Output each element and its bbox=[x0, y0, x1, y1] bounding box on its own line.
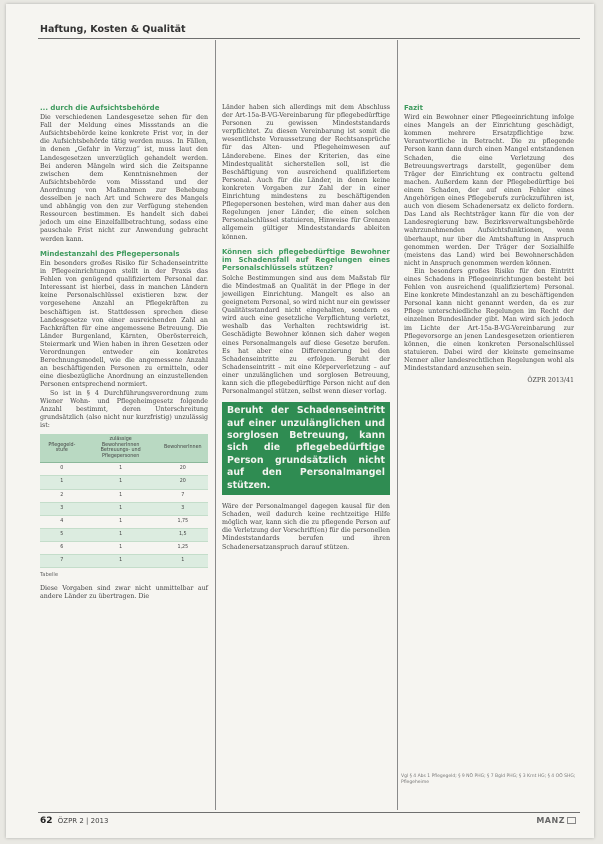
table-cell: 0 bbox=[40, 463, 84, 476]
publisher-name: MANZ bbox=[536, 816, 565, 825]
table-cell: 1,25 bbox=[158, 541, 208, 554]
paragraph: Ein besonders großes Risiko für den Eintritt eines Schadens in Pflegeeinrichtungen besteht bei Fehlen von ausreichend (qualifiziertem) Personal. Eine konkrete Mindestanzahl an zu beschäftigenden Personal kann nicht genannt werden, da es zur Pflege unterschiedliche Regelungen im Recht der einzelnen Bundesländer gibt. Man wird sich jedoch im Lichte der Art-15a-B-VG-Vereinbarung zur Pflegevorsorge an jenen Landesgesetzen orientieren können, die einen konkreten Personalschlüssel statuieren. Dabei wird der kleinste gemeinsame Nenner aller landesrechtlichen Regelungen wohl als Mindeststandard anzusehen sein. bbox=[404, 267, 574, 372]
table-row bbox=[40, 515, 208, 528]
column-divider bbox=[215, 40, 216, 810]
header-rule bbox=[38, 38, 580, 39]
paragraph: Ein besonders großes Risiko für Schadenseintritte in Pflegeeinrichtungen stellt in der Praxis das Fehlen von genügend qualifiziertem Personal dar. Interessant ist hierbei, dass in manchen Ländern keine Personalschlüssel existieren bzw. der vorgesehene Anzahl an Pflegekräften zu beschäftigen ist. Stattdessen sprechen diese Landesgesetze von einer ausreichenden Zahl an Fachkräften für eine angemessene Betreuung. Die Länder Burgenland, Kärnten, Oberösterreich, Steiermark und Wien haben in ihren Gesetzen oder Verordnungen entweder ein konkretes Berechnungsmodell, wie die angemessene Anzahl an beschäftigenden Personen zu ermitteln, oder eine diesbezügliche Anordnung an einzustellenden Personen entsprechend normiert. bbox=[40, 260, 208, 389]
table-header-cell: BewohnerInnen bbox=[158, 434, 208, 463]
page-number: 62 bbox=[40, 816, 53, 826]
column-left bbox=[40, 104, 208, 601]
paragraph: Wird ein Bewohner einer Pflegeeinrichtung infolge eines Mangels an der Einrichtung geschädigt, kommen mehrere Ersatzpflichtige bzw. Verantwortliche in Betracht. Die zu pflegende Person kann dann durch einen Mangel entstandenen Schaden, die eine Verletzung des Betreuungsvertrags darstellt, gegenüber dem Träger der Einrichtung ex contractu geltend machen. Außerdem kann der Pflegebedürftige bei einem Schaden, der auf einen Fehler eines Angehörigen eines Pflegeberufs zurückzuführen ist, auch von diesem Schadenersatz ex delicto fordern. Das Land als Rechtsträger kann für die von der Landesregierung bzw. Bezirksverwaltungsbehörde wahrzunehmenden Aufsichtsfunktionen, wenn überhaupt, nur über die Amtshaftung in Anspruch genommen werden. Der Träger der Sozialhilfe (meistens das Land) wird bei Bewohnerschäden nicht in Anspruch genommen werden können. bbox=[404, 114, 574, 267]
article-reference: ÖZPR 2013/41 bbox=[527, 377, 574, 385]
table-caption: Tabelle bbox=[40, 572, 59, 579]
paragraph: Die verschiedenen Landesgesetze sehen für den Fall der Meldung eines Missstands an die Aufsichtsbehörde keine konkrete Frist vor, in der die Aufsichtsbehörde tätig werden muss. In Fällen, in denen „Gefahr in Verzug“ ist, muss laut den Landesgesetzen unverzüglich gehandelt werden. Bei anderen Mängeln wird sich die Zeitspanne zwischen dem Kenntnisnehmen der Aufsichtsbehörde vom Missstand und der Anordnung von Maßnahmen zur Behebung desselben je nach Art und Schwere des Mangels und abhängig von den zur Verfügung stehenden Ressourcen bestimmen. Es handelt sich dabei jedoch um eine Einzelfallbetrachtung, sodass eine pauschale Frist nicht zur Anwendung gebracht werden kann. bbox=[40, 114, 208, 243]
table-cell: 1,5 bbox=[158, 528, 208, 541]
table-cell: 3 bbox=[158, 502, 208, 515]
table-header-cell: Pflegegeld- stufe bbox=[40, 434, 84, 463]
table-cell: 1 bbox=[84, 463, 158, 476]
table-cell: 1 bbox=[40, 476, 84, 489]
table-cell: 1,75 bbox=[158, 515, 208, 528]
table-cell: 1 bbox=[84, 489, 158, 502]
table-cell: 1 bbox=[84, 476, 158, 489]
column-right bbox=[404, 104, 574, 385]
table-cell: 3 bbox=[40, 502, 84, 515]
paragraph: So ist in § 4 Durchführungsverordnung zum Wiener Wohn- und Pflegeheimgesetz folgende Anzahl bestimmt, deren Unterschreitung grundsätzlich (also nicht nur kurzfristig) unzulässig ist: bbox=[40, 389, 208, 429]
table-cell: 7 bbox=[40, 555, 84, 568]
page-footer bbox=[40, 816, 108, 826]
publisher-logo bbox=[536, 816, 576, 825]
section-heading: Können sich pflegebedürftige Bewohner im Schadensfall auf Regelungen eines Personalschlüssels stützen? bbox=[222, 247, 390, 273]
table-cell: 20 bbox=[158, 476, 208, 489]
table-row bbox=[40, 476, 208, 489]
paragraph: Länder haben sich allerdings mit dem Abschluss der Art-15a-B-VG-Vereinbarung für pflegebedürftige Personen zu gewissen Mindeststandards verpflichtet. Zu diesen Vereinbarung ist somit die wesentlichste Voraussetzung der Rechtsansprüche für das Alten- und Pflegeheimwesen auf Länderebene. Eines der Kriterien, das eine Mindestqualität sicherstellen soll, ist die Beschäftigung von ausreichend qualifiziertem Personal. Auch für die Länder, in denen keine konkreten Vorgaben zur Zahl der in einer Einrichtung mindestens zu beschäftigenden Pflegepersonen bestehen, wird man daher aus den Regelungen jener Länder, die einen solchen Personalschlüssel statuieren, Hinweise für Grenzen allgemein gültiger Mindeststandards ableiten können. bbox=[222, 104, 390, 241]
table-cell: 1 bbox=[84, 515, 158, 528]
section-lead: ... durch die Aufsichtsbehörde bbox=[40, 104, 160, 112]
table-cell: 2 bbox=[40, 489, 84, 502]
paragraph: Wäre der Personalmangel dagegen kausal für den Schaden, weil dadurch keine rechtzeitige Hilfe möglich war, kann sich die zu pflegende Person auf die Verletzung der Vorschrift(en) für die personellen Mindeststandards berufen und ihren Schadenersatzanspruch darauf stützen. bbox=[222, 503, 390, 551]
table-header-row bbox=[40, 434, 208, 463]
table-row bbox=[40, 541, 208, 554]
footer-rule bbox=[38, 812, 580, 813]
table-row bbox=[40, 463, 208, 476]
table-row bbox=[40, 502, 208, 515]
table-cell: 1 bbox=[84, 502, 158, 515]
table-row bbox=[40, 555, 208, 568]
paragraph: Diese Vorgaben sind zwar nicht unmittelbar auf andere Länder zu übertragen. Die bbox=[40, 585, 208, 601]
table-cell: 1 bbox=[84, 528, 158, 541]
column-divider bbox=[397, 40, 398, 810]
table-cell: 7 bbox=[158, 489, 208, 502]
table-header-cell: zulässige BewohnerInnen Betreuungs- und Pflegepersonen bbox=[84, 434, 158, 463]
table-cell: 20 bbox=[158, 463, 208, 476]
table-row bbox=[40, 528, 208, 541]
page-header-title: Haftung, Kosten & Qualität bbox=[40, 24, 186, 35]
footnotes: Vgl § 4 Abs 1 Pflegegeld; § 9 NÖ PHG; § 7 Bgld PHG; § 3 Krnt HG; § 4 OÖ SHG; Pflegeheime bbox=[401, 774, 576, 785]
document-page bbox=[6, 4, 594, 838]
table-cell: 1 bbox=[84, 555, 158, 568]
publisher-mark-icon bbox=[567, 817, 576, 824]
pull-quote: Beruht der Schadenseintritt auf einer unzulänglichen und sorglosen Betreuung, kann sich die pflegebedürftige Person grundsätzlich nicht auf den Personalmangel stützen. bbox=[222, 402, 390, 495]
table-cell: 1 bbox=[158, 555, 208, 568]
staffing-table bbox=[40, 434, 208, 568]
paragraph: Solche Bestimmungen sind aus dem Maßstab für die Mindestmaß an Qualität in der Pflege in der jeweiligen Einrichtung. Mangelt es also an geeignetem Personal, so wird nicht nur ein gewisser Qualitätsstandard nicht eingehalten, sondern es wird auch eine gesetzliche Verpflichtung verletzt, weshalb das Verhalten rechtswidrig ist. Geschädigte Bewohner können sich daher wegen eines Personalmangels auf diese Gesetze berufen. Es hat aber eine Differenzierung bei den Schadenseintritte zu erfolgen. Beruht der Schadenseintritt – mit eine Körperverletzung – auf einer unzulänglichen und sorglosen Betreuung, kann sich die pflegebedürftige Person nicht auf den Personalmangel stützen, selbst wenn dieser vorlag. bbox=[222, 274, 391, 396]
column-middle bbox=[222, 104, 390, 552]
table-cell: 1 bbox=[84, 541, 158, 554]
table-cell: 4 bbox=[40, 515, 84, 528]
journal-issue: ÖZPR 2 | 2013 bbox=[57, 817, 109, 825]
section-heading: Mindestanzahl des Pflegepersonals bbox=[40, 249, 180, 258]
table-row bbox=[40, 489, 208, 502]
table-cell: 5 bbox=[40, 528, 84, 541]
section-heading: Fazit bbox=[404, 104, 423, 112]
table-cell: 6 bbox=[40, 541, 84, 554]
